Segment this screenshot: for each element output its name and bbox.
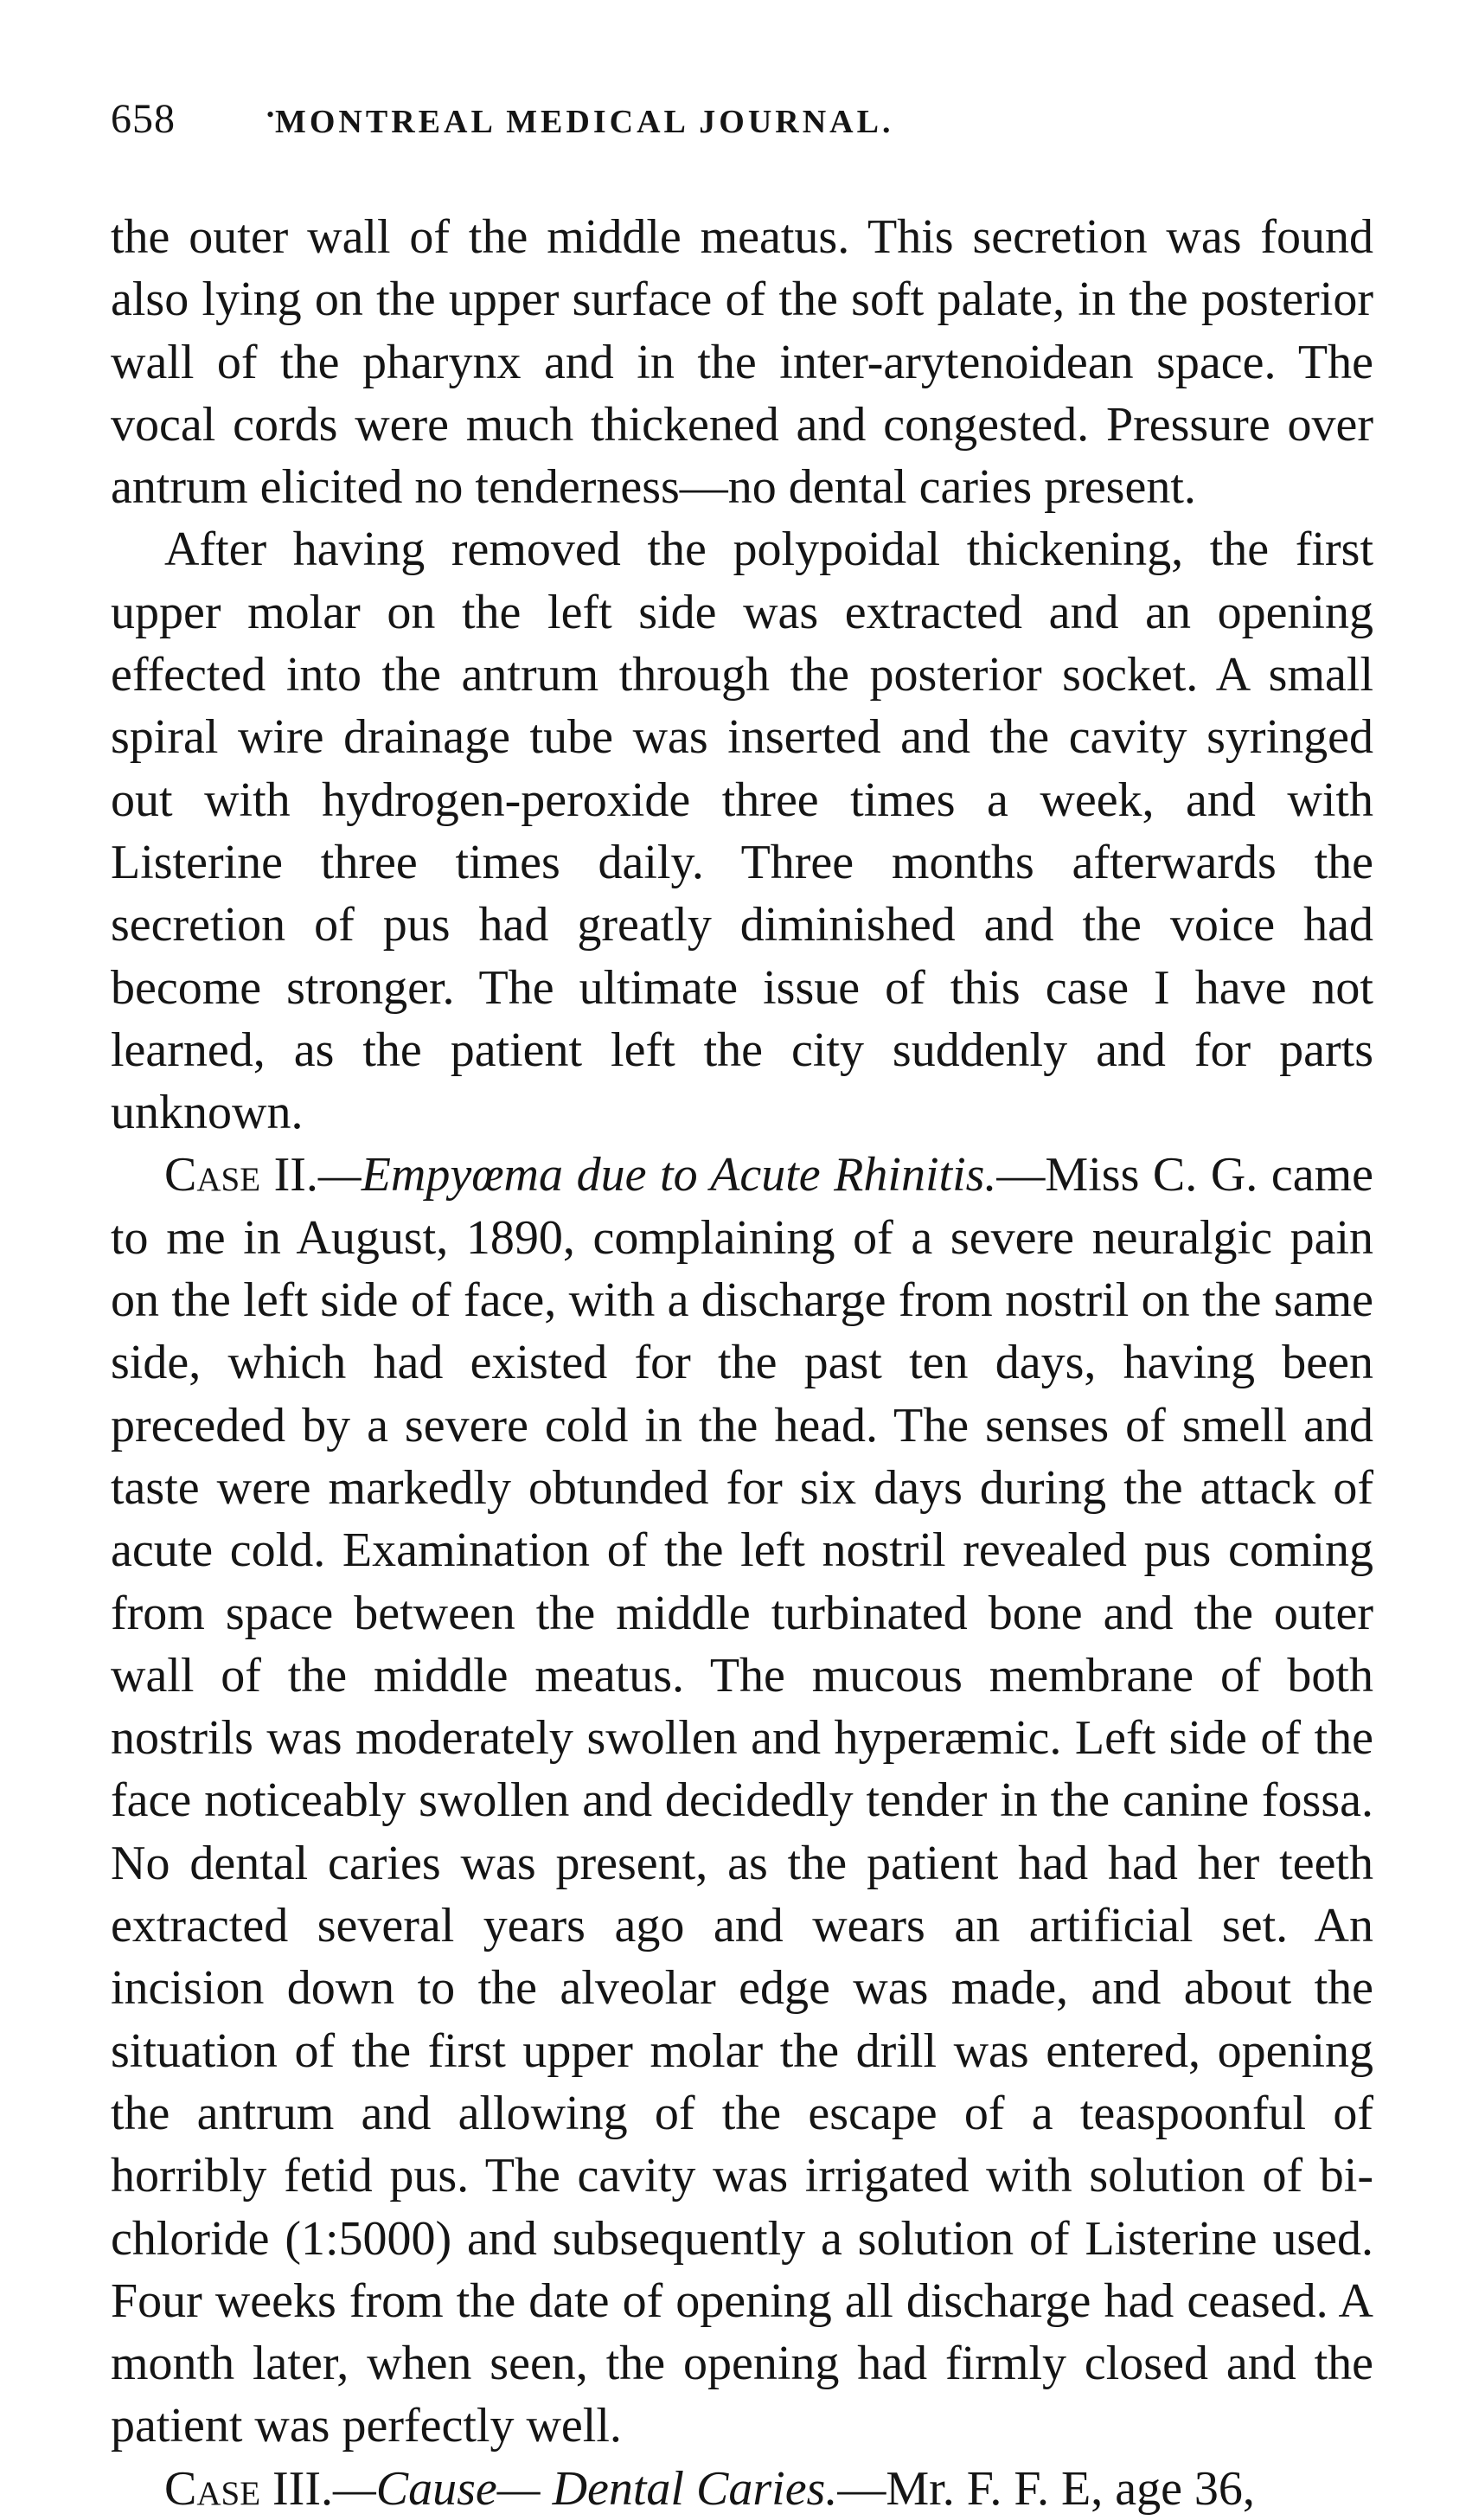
page-number: 658 [111,96,176,142]
header-mark: • [266,102,275,127]
case-two-label: Case II. [164,1148,318,1202]
paragraph-2: After having removed the polypoidal thickening, the first upper molar on the left side was extracted and an opening effected into the antrum through the posterior socket. A small spiral wire drainage tube was inserted and the cavity syringed out with hydrogen-peroxide three times a week, and with Listerine three times daily. Three months afterwards the secretion of pus had greatly diminished and the voice had become stronger. The ultimate issue of this case I have not learned, as the patient left the city suddenly and for parts unknown. [111,523,1373,1140]
paragraph-1: the outer wall of the middle meatus. This secretion was found also lying on the upper surface of the soft palate, in the posterior wall of the pharynx and in the inter-arytenoidean space. The vocal cords were much thickened and congested. Pressure over antrum elicited no tenderness—no dental caries present. [111,210,1373,515]
case-two-text: —Miss C. G. came to me in August, 1890, complaining of a severe neuralgic pain on the left side of face, with a discharge from nostril on the same side, which had existed for the past ten days, having been preceded by a severe cold in the head. The senses of smell and taste were markedly obtunded for six days during the attack of acute cold. Examination of the left nostril revealed pus coming from space between the middle turbinated bone and the outer wall of the middle meatus. The mucous membrane of both nostrils was moderately swollen and hyperæmic. Left side of the face noticeably swollen and decidedly tender in the canine fossa. No dental caries was present, as the patient had had her teeth extracted several years ago and wears an artificial set. An incision down to the alveolar edge was made, and about the situation of the first upper molar the drill was entered, opening the antrum and allowing of the escape of a teaspoonful of horribly fetid pus. The cavity was irrigated with solution of bi-chloride (1:5000) and subsequently a solution of Listerine used. Four weeks from the date of opening all discharge had ceased. A month later, when seen, the opening had firmly closed and the patient was perfectly well. [111,1148,1374,2453]
running-header [111,95,1373,164]
case-two-paragraph [111,1144,1373,2457]
case-three-title: —Cause— Dental Caries. [332,2461,838,2516]
article-body [111,206,1373,2520]
case-two-title: —Empyœma due to Acute Rhinitis. [317,1148,997,1202]
journal-title: MONTREAL MEDICAL JOURNAL. [275,104,894,140]
case-three-paragraph [111,2458,1373,2520]
case-three-text: —Mr. F. F. E, age 36, [837,2461,1255,2516]
case-three-label: Case III. [164,2461,333,2516]
journal-page [111,95,1373,2520]
